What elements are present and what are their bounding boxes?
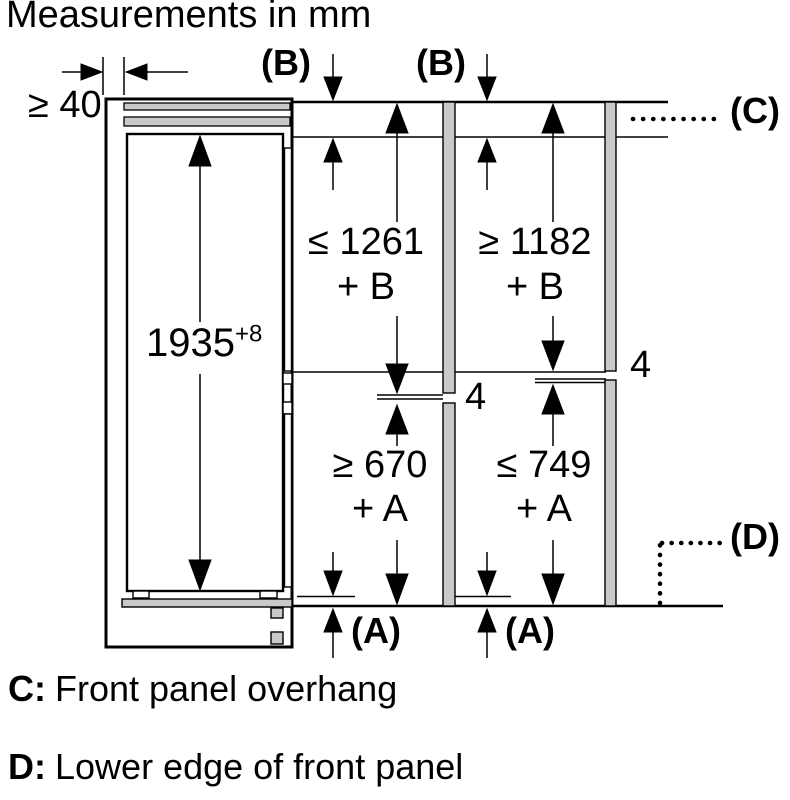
label-c: (C) <box>730 90 780 131</box>
niche-height-value: 1935 <box>146 321 235 365</box>
legend-c-key: C: <box>8 668 46 709</box>
label-a-left: (A) <box>351 610 401 651</box>
appliance-door-edge <box>283 148 292 587</box>
dim-gap-left: 4 <box>465 376 487 418</box>
dim-lower-left-suffix: + A <box>352 488 408 530</box>
niche-height-tolerance: +8 <box>234 320 263 348</box>
legend-item-d <box>8 748 463 786</box>
dim-gap-right: 4 <box>630 344 652 386</box>
front-panel-bars <box>443 102 616 606</box>
reference-lines <box>292 102 723 606</box>
label-a-right: (A) <box>505 610 555 651</box>
dim-b-right-arrows <box>478 54 496 190</box>
label-b-left: (B) <box>261 42 311 83</box>
dim-lower-right-suffix: + A <box>516 488 572 530</box>
label-b-right: (B) <box>416 42 466 83</box>
legend-c-text: Front panel overhang <box>55 668 398 709</box>
legend-item-c <box>8 670 397 708</box>
label-d: (D) <box>730 516 780 557</box>
dim-upper-left-value: ≤ 1261 <box>308 221 424 263</box>
legend-d-key: D: <box>8 746 46 787</box>
dim-upper-left-suffix: + B <box>336 266 396 308</box>
dim-b-left-arrows <box>324 54 342 190</box>
page-title: Measurements in mm <box>6 0 372 36</box>
dim-niche-height <box>146 322 262 364</box>
dim-upper-right-suffix: + B <box>505 266 565 308</box>
dim-lower-right-value: ≤ 749 <box>496 444 592 486</box>
dim-lower-left-value: ≥ 670 <box>332 444 428 486</box>
dim-side-clearance: ≥ 40 <box>28 84 102 126</box>
legend-d-text: Lower edge of front panel <box>55 746 464 787</box>
dim-upper-right-value: ≥ 1182 <box>478 221 592 263</box>
